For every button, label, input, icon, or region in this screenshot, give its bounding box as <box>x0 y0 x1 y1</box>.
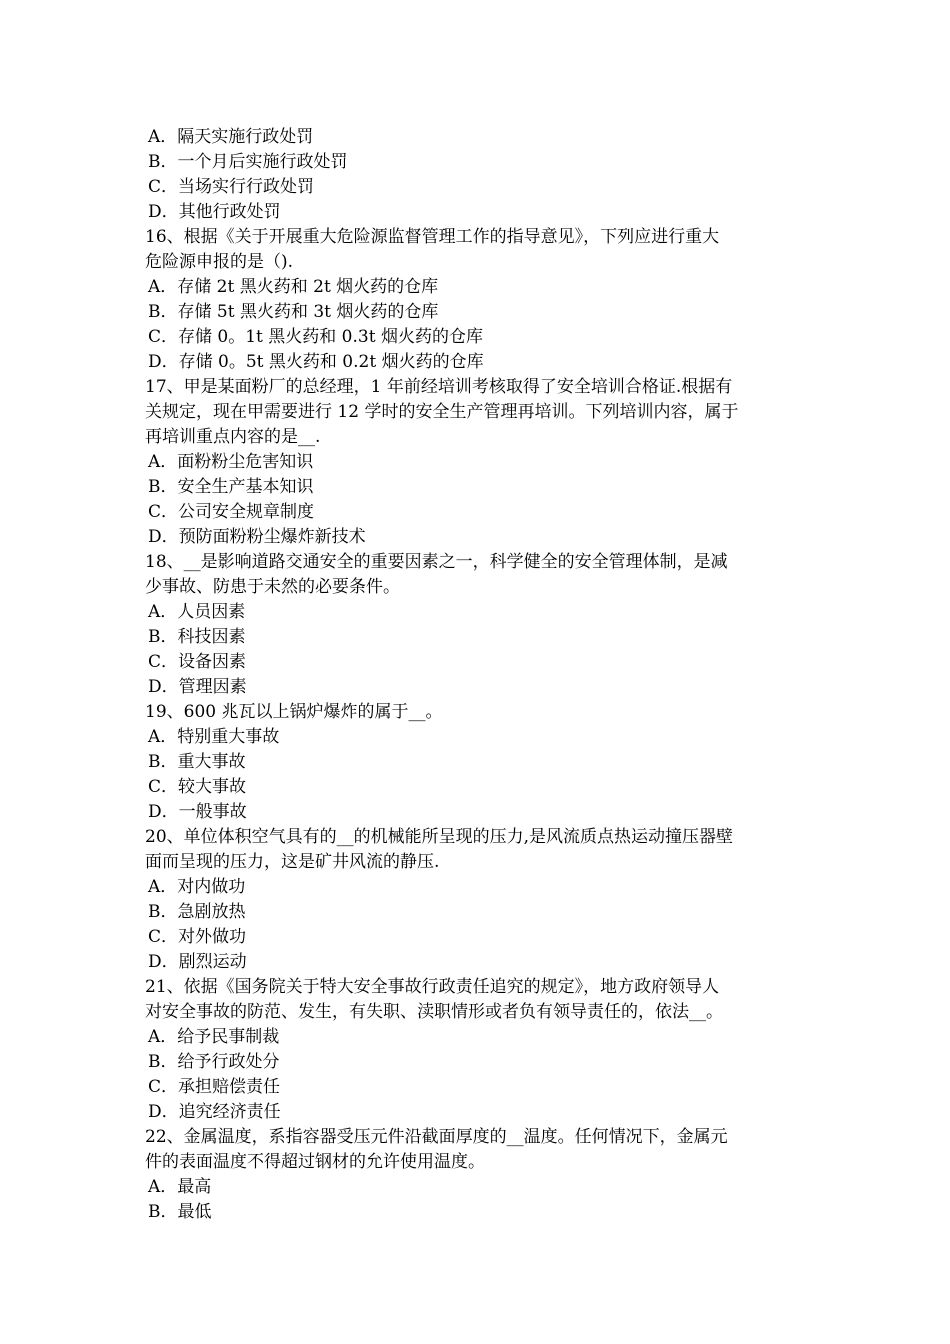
option-line: B．给予行政处分 <box>148 1052 280 1072</box>
question-text: 22、金属温度，系指容器受压元件沿截面厚度的__温度。任何情况下，金属元 <box>145 1127 728 1147</box>
question-text: 16、根据《关于开展重大危险源监督管理工作的指导意见》，下列应进行重大 <box>145 227 720 247</box>
option-line: D．预防面粉粉尘爆炸新技术 <box>148 527 366 547</box>
option-line: B．重大事故 <box>148 752 246 772</box>
option-line: B．一个月后实施行政处罚 <box>148 152 348 172</box>
option-line: A．特别重大事故 <box>148 727 280 747</box>
option-line: B．存储 5t 黑火药和 3t 烟火药的仓库 <box>148 302 439 322</box>
option-line: D．剧烈运动 <box>148 952 247 972</box>
leading-options <box>145 125 810 225</box>
option-line: D．追究经济责任 <box>148 1102 281 1122</box>
question-20 <box>145 825 810 975</box>
question-text: 21、依据《国务院关于特大安全事故行政责任追究的规定》，地方政府领导人 <box>145 977 720 997</box>
option-line: D．其他行政处罚 <box>148 202 281 222</box>
question-text: 关规定，现在甲需要进行 12 学时的安全生产管理再培训。下列培训内容，属于 <box>145 402 739 422</box>
option-line: A．隔天实施行政处罚 <box>148 127 314 147</box>
option-line: B．急剧放热 <box>148 902 246 922</box>
option-line: D．一般事故 <box>148 802 247 822</box>
option-line: A．存储 2t 黑火药和 2t 烟火药的仓库 <box>148 277 439 297</box>
option-line: A．面粉粉尘危害知识 <box>148 452 314 472</box>
option-line: D．管理因素 <box>148 677 247 697</box>
question-22 <box>145 1125 810 1225</box>
question-text: 件的表面温度不得超过钢材的允许使用温度。 <box>145 1152 485 1172</box>
question-16 <box>145 225 810 375</box>
option-line: B．科技因素 <box>148 627 246 647</box>
option-line: B．最低 <box>148 1202 212 1222</box>
option-line: C．存储 0。1t 黑火药和 0.3t 烟火药的仓库 <box>148 327 483 347</box>
option-line: A．最高 <box>148 1177 212 1197</box>
option-line: B．安全生产基本知识 <box>148 477 314 497</box>
question-18 <box>145 550 810 700</box>
question-text: 危险源申报的是（). <box>145 252 294 272</box>
question-text: 18、__是影响道路交通安全的重要因素之一，科学健全的安全管理体制，是减 <box>145 552 728 572</box>
question-text: 17、甲是某面粉厂的总经理，1 年前经培训考核取得了安全培训合格证.根据有 <box>145 377 733 397</box>
option-line: A．人员因素 <box>148 602 246 622</box>
option-line: C．较大事故 <box>148 777 247 797</box>
question-19 <box>145 700 810 825</box>
question-17 <box>145 375 810 550</box>
question-text: 20、单位体积空气具有的__的机械能所呈现的压力,是风流质点热运动撞压器壁 <box>145 827 734 847</box>
option-line: D．存储 0。5t 黑火药和 0.2t 烟火药的仓库 <box>148 352 484 372</box>
option-line: A．给予民事制裁 <box>148 1027 280 1047</box>
option-line: C．公司安全规章制度 <box>148 502 315 522</box>
option-line: C．承担赔偿责任 <box>148 1077 281 1097</box>
option-line: C．对外做功 <box>148 927 247 947</box>
question-text: 再培训重点内容的是__. <box>145 427 321 447</box>
question-text: 少事故、防患于未然的必要条件。 <box>145 577 400 597</box>
question-text: 面而呈现的压力，这是矿井风流的静压. <box>145 852 440 872</box>
question-text: 19、600 兆瓦以上锅炉爆炸的属于__。 <box>145 702 443 722</box>
question-text: 对安全事故的防范、发生，有失职、渎职情形或者负有领导责任的，依法__。 <box>145 1002 723 1022</box>
option-line: A．对内做功 <box>148 877 246 897</box>
option-line: C．当场实行行政处罚 <box>148 177 315 197</box>
question-21 <box>145 975 810 1125</box>
option-line: C．设备因素 <box>148 652 247 672</box>
